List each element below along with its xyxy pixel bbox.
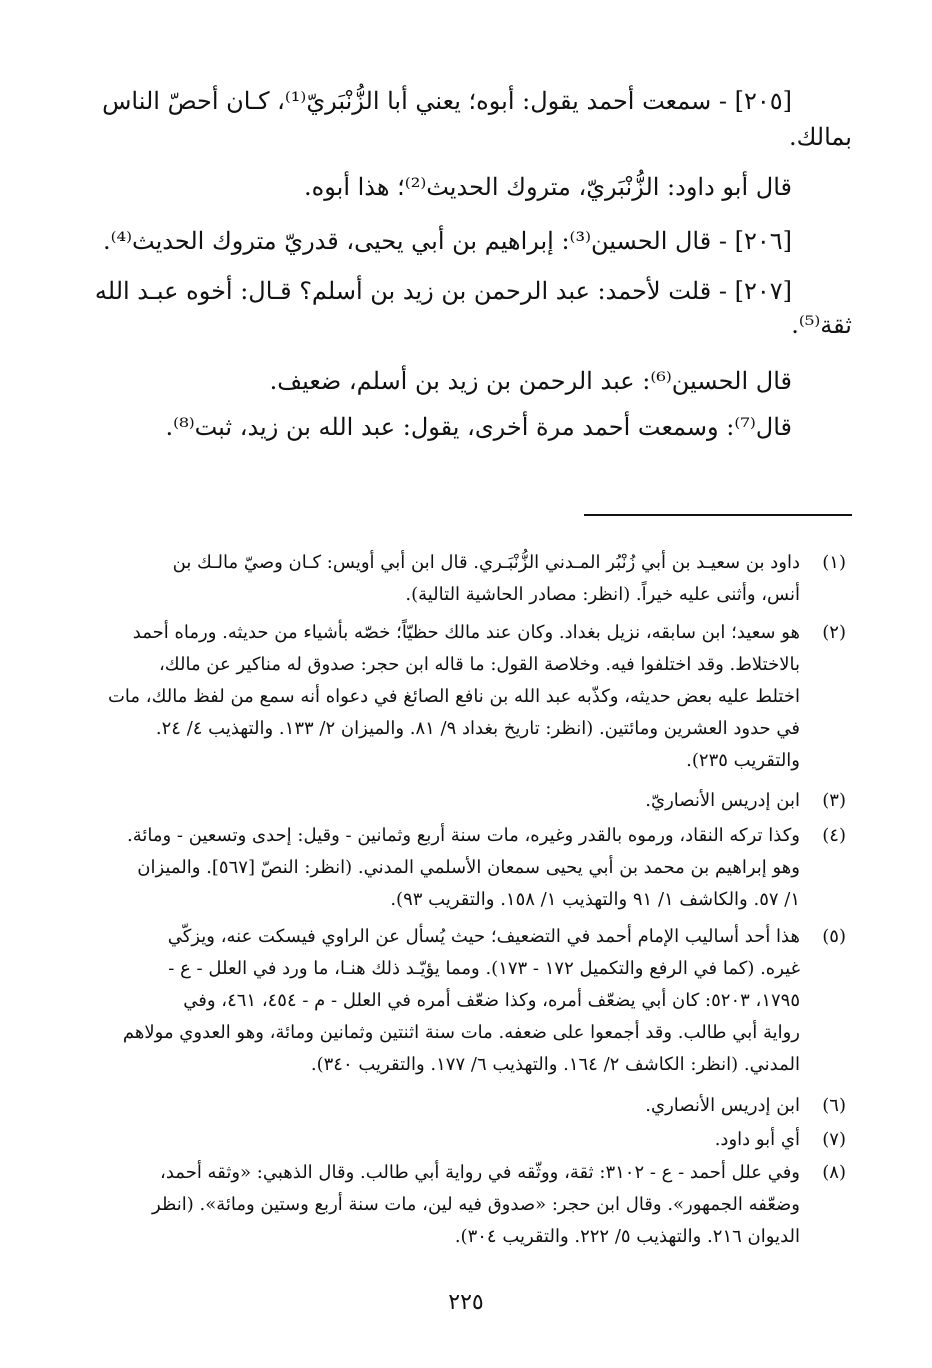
footnote-number: (٢) [822, 622, 846, 643]
text-line: بمالك. [788, 123, 852, 151]
footnote-text: أي أبو داود. [714, 1129, 800, 1150]
text-line: قال أبو داود: الزُّنْبَريّ، متروك الحديث⁽²⁾؛ هذا أبوه. [304, 173, 792, 201]
footnote [96, 1124, 846, 1156]
footnote-number: (٤) [822, 825, 846, 846]
footnote-text: وفي علل أحمد - ع - ٣١٠٢: ثقة، ووثّقه في رواية أبي طالب. وقال الذهبي: «وثقه أحمد، وضعّفه الجمهور». وقال ابن حجر: «صدوق فيه لين، مات سنة أربع وستين ومائة». (انظر الديوان ٢١٦. والتهذيب ٥/ ٢٢٢. والتقريب ٣٠٤). [152, 1162, 800, 1247]
text-line: [٢٠٥] - سمعت أحمد يقول: أبوه؛ يعني أبا الزُّنْبَريّ⁽¹⁾، كـان أحصّ الناس [102, 87, 792, 115]
footnote-text: هو سعيد؛ ابن سابقه، نزيل بغداد. وكان عند مالك حظيّاً؛ خصّه بأشياء من حديثه. ورماه أحمد بالاختلاط. وقد اختلفوا فيه. وخلاصة القول: ما قاله ابن حجر: صدوق له مناكير عن مالك، اختلط عليه بعض حديثه، وكذّبه عبد الله بن نافع الصائغ في دعواه أنه سمع من لفظ مالك، مات في حدود العشرين ومائتين. (انظر: تاريخ بغداد ٩/ ٨١. والميزان ٢/ ١٣٣. والتهذيب ٤/ ٢٤. والتقريب ٢٣٥). [107, 622, 800, 771]
footnote-number: (١) [822, 552, 846, 573]
text-line: [٢٠٦] - قال الحسين⁽³⁾: إبراهيم بن أبي يحيى، قدريّ متروك الحديث⁽⁴⁾. [102, 227, 792, 255]
footnote-text: هذا أحد أساليب الإمام أحمد في التضعيف؛ حيث يُسأل عن الراوي فيسكت عنه، ويزكّي غيره. (كما في الرفع والتكميل ١٧٢ - ١٧٣). ومما يؤيّـد ذلك هنـا، ما ورد في العلل - ع - ١٧٩٥، ٥٢٠٣: كان أبي يضعّف أمره، وكذا ضعّف أمره في العلل - م - ٤٥٤، ٤٦١، وفي رواية أبي طالب. وقد أجمعوا على ضعفه. مات سنة اثنتين وثمانين ومائة، وهو العدوي مولاهم المدني. (انظر: الكاشف ٢/ ١٦٤. والتهذيب ٦/ ١٧٧. والتقريب ٣٤٠). [122, 926, 800, 1075]
footnote [96, 820, 846, 916]
footnote [96, 785, 846, 817]
footnote-number: (٣) [822, 790, 846, 811]
footnote-number: (٥) [822, 926, 846, 947]
footnote-text: ابن إدريس الأنصاريّ. [645, 790, 800, 811]
footnote [96, 617, 846, 777]
footnote-number: (٦) [822, 1095, 846, 1116]
footnote-number: (٨) [822, 1162, 846, 1183]
footnote-text: ابن إدريس الأنصاري. [645, 1095, 800, 1116]
footnote-number: (٧) [822, 1129, 846, 1150]
footnote [96, 1090, 846, 1122]
footnote-separator [584, 514, 852, 516]
text-line: قال الحسين⁽⁶⁾: عبد الرحمن بن زيد بن أسلم، ضعيف. [269, 367, 792, 395]
footnote [96, 1157, 846, 1253]
footnote-text: داود بن سعيـد بن أبي زُنْبُر المـدني الزُّنْبَـري. قال ابن أبي أويس: كـان وصيّ مالـك بن أنس، وأثنى عليه خيراً. (انظر: مصادر الحاشية التالية). [172, 552, 800, 605]
footnote [96, 921, 846, 1081]
footnote-text: وكذا تركه النقاد، ورموه بالقدر وغيره، مات سنة أربع وثمانين - وقيل: إحدى وتسعين - ومائة. وهو إبراهيم بن محمد بن أبي يحيى سمعان الأسلمي المدني. (انظر: النصّ [٥٦٧]. والميزان ١/ ٥٧. والكاشف ١/ ٩١ والتهذيب ١/ ١٥٨. والتقريب ٩٣). [126, 825, 800, 910]
page-number: ٢٢٥ [448, 1290, 484, 1315]
text-line: ثقة⁽⁵⁾. [791, 311, 852, 339]
footnote [96, 547, 846, 611]
text-line: [٢٠٧] - قلت لأحمد: عبد الرحمن بن زيد بن أسلم؟ قـال: أخوه عبـد الله [94, 277, 792, 305]
text-line: قال⁽⁷⁾: وسمعت أحمد مرة أخرى، يقول: عبد الله بن زيد، ثبت⁽⁸⁾. [165, 413, 792, 441]
